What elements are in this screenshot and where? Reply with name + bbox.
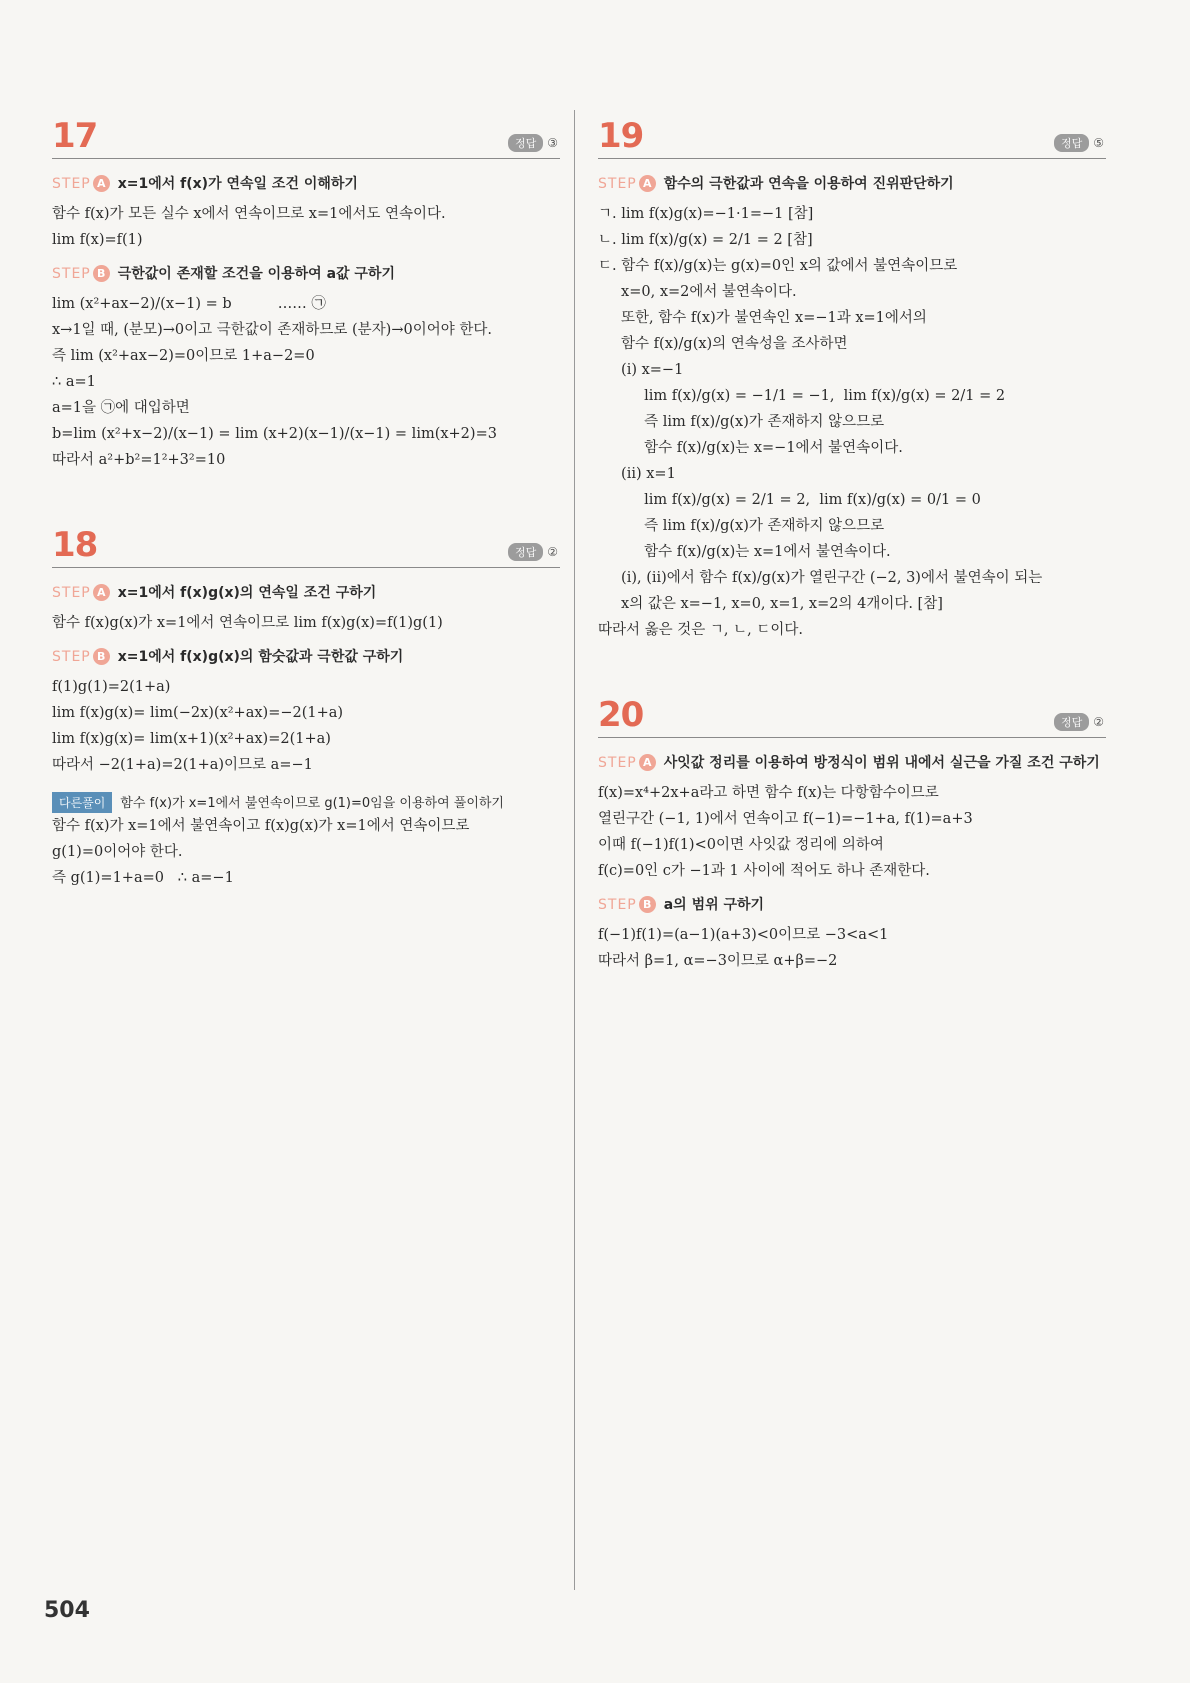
left-column [52,110,560,891]
solution-line: 함수 f(x)/g(x)는 x=−1에서 불연속이다. [598,440,903,456]
solution-line: ㄱ. lim f(x)g(x)=−1·1=−1 [참] [598,206,814,222]
step-title: 함수의 극한값과 연속을 이용하여 진위판단하기 [663,176,954,192]
solution-line: x의 값은 x=−1, x=0, x=1, x=2의 4개이다. [참] [598,596,943,612]
step-b-heading [598,894,1106,914]
solution-line: g(1)=0이어야 한다. [52,844,183,860]
step-title: 극한값이 존재할 조건을 이용하여 a값 구하기 [117,266,395,282]
solution-line: 함수 f(x)/g(x)의 연속성을 조사하면 [598,336,848,352]
step-a-body [598,780,1106,884]
solution-line: f(x)=x⁴+2x+a라고 하면 함수 f(x)는 다항함수이므로 [598,785,939,801]
problem-header [598,689,1106,738]
solution-line: (ii) x=1 [598,466,676,482]
solution-line: 따라서 a²+b²=1²+3²=10 [52,452,226,468]
step-letter: A [93,175,110,192]
solution-line: lim (x²+ax−2)/(x−1) = b …… ㉠ [52,296,326,312]
answer-value: ② [1093,715,1104,729]
step-tag: STEP [52,266,91,282]
solution-line: b=lim (x²+x−2)/(x−1) = lim (x+2)(x−1)/(x−1) = lim(x+2)=3 [52,426,497,442]
step-letter: B [93,265,110,282]
step-b-heading [52,263,560,283]
solution-line: f(1)g(1)=2(1+a) [52,679,171,695]
problem-number: 19 [598,116,644,156]
step-a-heading [52,582,560,602]
solution-line: lim f(x)/g(x) = 2/1 = 2, lim f(x)/g(x) = 0/1 = 0 [598,492,981,508]
problem-header [598,110,1106,159]
answer-label: 정답 [1054,713,1089,731]
solution-line: (i) x=−1 [598,362,684,378]
problem-20 [598,689,1106,974]
step-letter: A [93,584,110,601]
problem-number: 20 [598,695,644,735]
solution-line: ∴ a=1 [52,374,96,390]
solution-line: 이때 f(−1)f(1)<0이면 사잇값 정리에 의하여 [598,837,884,853]
solution-line: a=1을 ㉠에 대입하면 [52,400,190,416]
step-a-body [598,201,1106,643]
answer-label: 정답 [508,134,543,152]
problem-19 [598,110,1106,643]
solution-line: lim f(x)g(x)= lim(−2x)(x²+ax)=−2(1+a) [52,705,344,721]
solution-line: ㄷ. 함수 f(x)/g(x)는 g(x)=0인 x의 값에서 불연속이므로 [598,258,958,274]
step-b-body [52,674,560,778]
solution-line: 즉 g(1)=1+a=0 ∴ a=−1 [52,870,234,886]
problem-header [52,110,560,159]
solution-line: f(c)=0인 c가 −1과 1 사이에 적어도 하나 존재한다. [598,863,930,879]
answer-value: ③ [547,136,558,150]
step-tag: STEP [598,755,637,771]
step-tag: STEP [52,585,91,601]
solution-line: 또한, 함수 f(x)가 불연속인 x=−1과 x=1에서의 [598,310,927,326]
step-tag: STEP [52,649,91,665]
solution-line: 함수 f(x)g(x)가 x=1에서 연속이므로 lim f(x)g(x)=f(1)g(1) [52,615,443,631]
step-title: 사잇값 정리를 이용하여 방정식이 범위 내에서 실근을 가질 조건 구하기 [663,755,1100,771]
step-tag: STEP [598,176,637,192]
step-letter: B [93,648,110,665]
step-title: a의 범위 구하기 [663,897,765,913]
step-letter: B [639,896,656,913]
answer-badge [508,543,558,561]
step-a-heading [598,173,1106,193]
alt-tag: 다른풀이 [52,792,112,813]
solution-line: f(−1)f(1)=(a−1)(a+3)<0이므로 −3<a<1 [598,927,889,943]
step-a-heading [52,173,560,193]
solution-line: (i), (ii)에서 함수 f(x)/g(x)가 열린구간 (−2, 3)에서 불연속이 되는 [598,570,1043,586]
step-b-body [598,922,1106,974]
solution-line: x=0, x=2에서 불연속이다. [598,284,797,300]
step-a-body [52,201,560,253]
answer-badge [1054,713,1104,731]
step-tag: STEP [598,897,637,913]
step-a-body [52,610,560,636]
problem-number: 18 [52,525,98,565]
problem-header [52,519,560,568]
solution-line: 함수 f(x)/g(x)는 x=1에서 불연속이다. [598,544,891,560]
alternative-solution-body [52,813,560,891]
step-b-body [52,291,560,473]
right-column [598,110,1106,974]
solution-line: 따라서 옳은 것은 ㄱ, ㄴ, ㄷ이다. [598,622,803,638]
alt-title: 함수 f(x)가 x=1에서 불연속이므로 g(1)=0임을 이용하여 풀이하기 [120,796,504,811]
solution-line: x→1일 때, (분모)→0이고 극한값이 존재하므로 (분자)→0이어야 한다. [52,322,492,338]
step-a-heading [598,752,1106,772]
step-letter: A [639,175,656,192]
solution-line: 즉 lim f(x)/g(x)가 존재하지 않으므로 [598,518,885,534]
step-title: x=1에서 f(x)g(x)의 연속일 조건 구하기 [117,585,377,601]
step-letter: A [639,754,656,771]
answer-label: 정답 [508,543,543,561]
column-divider [574,110,575,1590]
solution-line: 열린구간 (−1, 1)에서 연속이고 f(−1)=−1+a, f(1)=a+3 [598,811,973,827]
solution-line: lim f(x)=f(1) [52,232,143,248]
answer-value: ⑤ [1093,136,1104,150]
problem-18 [52,519,560,891]
solution-line: 함수 f(x)가 모든 실수 x에서 연속이므로 x=1에서도 연속이다. [52,206,446,222]
alternative-solution-heading [52,792,560,813]
step-title: x=1에서 f(x)g(x)의 함숫값과 극한값 구하기 [117,649,404,665]
solution-line: lim f(x)g(x)= lim(x+1)(x²+ax)=2(1+a) [52,731,331,747]
solution-line: lim f(x)/g(x) = −1/1 = −1, lim f(x)/g(x) = 2/1 = 2 [598,388,1006,404]
solution-line: 따라서 β=1, α=−3이므로 α+β=−2 [598,953,838,969]
page-number: 504 [44,1598,90,1623]
answer-value: ② [547,545,558,559]
problem-17 [52,110,560,473]
problem-number: 17 [52,116,98,156]
answer-label: 정답 [1054,134,1089,152]
step-title: x=1에서 f(x)가 연속일 조건 이해하기 [117,176,358,192]
answer-badge [508,134,558,152]
answer-badge [1054,134,1104,152]
solution-line: 따라서 −2(1+a)=2(1+a)이므로 a=−1 [52,757,313,773]
solution-line: 즉 lim f(x)/g(x)가 존재하지 않으므로 [598,414,885,430]
solution-line: 즉 lim (x²+ax−2)=0이므로 1+a−2=0 [52,348,315,364]
step-b-heading [52,646,560,666]
solution-line: 함수 f(x)가 x=1에서 불연속이고 f(x)g(x)가 x=1에서 연속이므로 [52,818,470,834]
step-tag: STEP [52,176,91,192]
solution-line: ㄴ. lim f(x)/g(x) = 2/1 = 2 [참] [598,232,813,248]
